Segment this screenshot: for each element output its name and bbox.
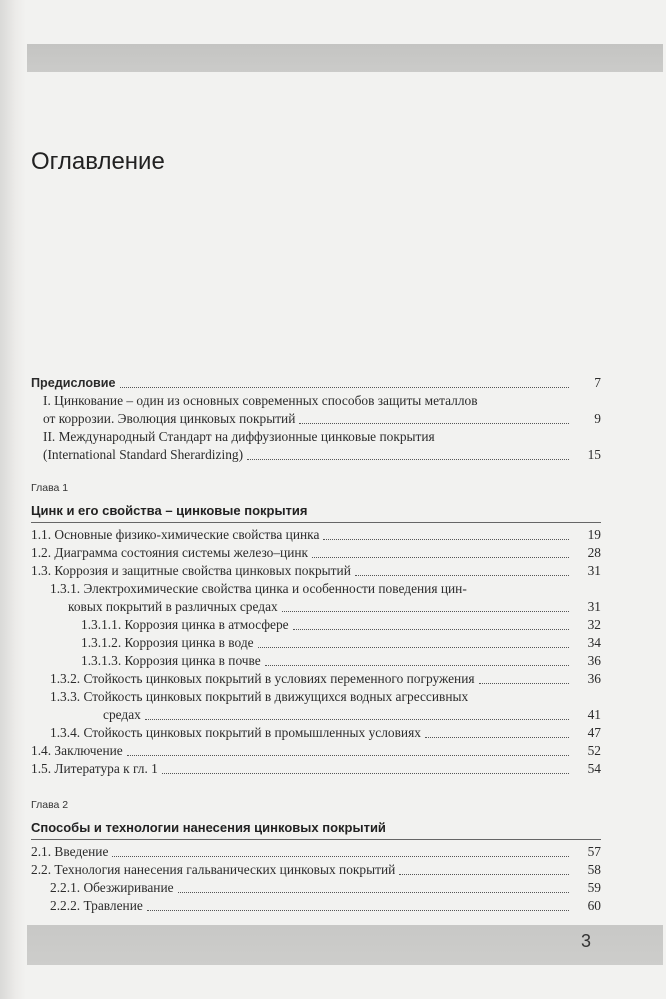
toc-page-number: 36 — [587, 653, 601, 668]
toc-entry[interactable] — [31, 580, 601, 616]
toc-entry[interactable] — [31, 544, 601, 562]
toc-entry-text-cont: средах — [103, 707, 141, 722]
toc-entry-text: Предисловие — [31, 376, 116, 390]
toc-page-number: 58 — [587, 862, 601, 877]
dot-leader — [120, 387, 569, 388]
chapter-2-label: Глава 2 — [31, 799, 69, 811]
page-edge-shadow — [0, 0, 26, 999]
toc-page-number: 15 — [587, 447, 601, 462]
toc-page-number: 19 — [587, 527, 601, 542]
toc-entry-text: II. Международный Стандарт на диффузионные цинковые покрытия — [43, 429, 435, 444]
table-of-contents — [31, 374, 601, 915]
toc-entry-text: 1.3. Коррозия и защитные свойства цинковых покрытий — [31, 563, 351, 578]
chapter-1-title: Цинк и его свойства – цинковые покрытия — [31, 503, 308, 518]
dot-leader — [147, 910, 569, 911]
dot-leader — [112, 856, 569, 857]
dot-leader — [162, 773, 569, 774]
toc-entry[interactable] — [31, 861, 601, 879]
dot-leader — [265, 665, 569, 666]
footer-band — [27, 925, 663, 965]
toc-page-number: 28 — [587, 545, 601, 560]
dot-leader — [247, 459, 569, 460]
toc-entry-text: 1.3.3. Стойкость цинковых покрытий в движущихся водных агрессивных — [50, 689, 469, 704]
dot-leader — [127, 755, 569, 756]
toc-entry-text: 1.4. Заключение — [31, 743, 123, 758]
toc-page-number: 32 — [587, 617, 601, 632]
toc-entry-text: 1.3.1.3. Коррозия цинка в почве — [81, 653, 261, 668]
toc-entry-text: 1.3.1.2. Коррозия цинка в воде — [81, 635, 254, 650]
toc-page-number: 34 — [587, 635, 601, 650]
toc-entry[interactable] — [31, 652, 601, 670]
dot-leader — [178, 892, 569, 893]
toc-entry-text: 1.2. Диаграмма состояния системы железо–цинк — [31, 545, 309, 560]
dot-leader — [258, 647, 569, 648]
toc-entry[interactable] — [31, 688, 601, 724]
dot-leader — [399, 874, 569, 875]
toc-entry[interactable] — [31, 670, 601, 688]
toc-entry-text: 2.2. Технология нанесения гальванических цинковых покрытий — [31, 862, 396, 877]
toc-entry-text-cont: (International Standard Sherardizing) — [43, 447, 244, 462]
toc-page-number: 31 — [587, 599, 601, 614]
toc-entry[interactable] — [31, 879, 601, 897]
toc-entry-zinc-coating[interactable] — [31, 392, 601, 428]
toc-entry-text: 2.2.1. Обезжиривание — [50, 880, 174, 895]
dot-leader — [293, 629, 569, 630]
toc-entry-text: I. Цинкование – один из основных современных способов защиты металлов — [43, 393, 478, 408]
chapter-1-label: Глава 1 — [31, 482, 69, 494]
toc-entry-text-cont: от коррозии. Эволюция цинковых покрытий — [43, 411, 296, 426]
toc-page-number: 57 — [587, 844, 601, 859]
dot-leader — [479, 683, 569, 684]
toc-entry[interactable] — [31, 616, 601, 634]
page-number: 3 — [580, 931, 591, 951]
toc-entry-text: 2.2.2. Травление — [50, 898, 143, 913]
toc-entry-text: 1.3.1. Электрохимические свойства цинка и особенности поведения цин- — [50, 581, 467, 596]
toc-entry[interactable] — [31, 562, 601, 580]
toc-entry-text: 1.3.2. Стойкость цинковых покрытий в условиях переменного погружения — [50, 671, 475, 686]
toc-page-number: 36 — [587, 671, 601, 686]
toc-entry-text: 1.3.1.1. Коррозия цинка в атмосфере — [81, 617, 289, 632]
toc-entry[interactable] — [31, 760, 601, 778]
dot-leader — [282, 611, 569, 612]
chapter-divider — [31, 522, 601, 523]
header-band — [27, 44, 663, 72]
dot-leader — [299, 423, 569, 424]
toc-entry[interactable] — [31, 843, 601, 861]
toc-page-number: 60 — [587, 898, 601, 913]
toc-entry[interactable] — [31, 724, 601, 742]
toc-page-number: 41 — [587, 707, 601, 722]
toc-entry-text: 2.1. Введение — [31, 844, 109, 859]
chapter-2-title: Способы и технологии нанесения цинковых покрытий — [31, 820, 386, 835]
toc-entry-text: 1.5. Литература к гл. 1 — [31, 761, 158, 776]
toc-entry-text-cont: ковых покрытий в различных средах — [68, 599, 278, 614]
toc-entry[interactable] — [31, 634, 601, 652]
toc-entry-standard[interactable] — [31, 428, 601, 464]
dot-leader — [355, 575, 569, 576]
toc-entry-text: 1.1. Основные физико-химические свойства цинка — [31, 527, 320, 542]
dot-leader — [425, 737, 569, 738]
toc-page-number: 9 — [594, 411, 601, 426]
toc-page-number: 52 — [587, 743, 601, 758]
toc-page-number: 59 — [587, 880, 601, 895]
dot-leader — [323, 539, 569, 540]
toc-entry-preface[interactable] — [31, 374, 601, 392]
page-title: Оглавление — [31, 148, 165, 175]
toc-entry-text: 1.3.4. Стойкость цинковых покрытий в промышленных условиях — [50, 725, 421, 740]
toc-page-number: 31 — [587, 563, 601, 578]
toc-entry[interactable] — [31, 526, 601, 544]
toc-entry[interactable] — [31, 742, 601, 760]
dot-leader — [145, 719, 569, 720]
toc-page-number: 47 — [587, 725, 601, 740]
toc-page-number: 54 — [587, 761, 601, 776]
toc-entry[interactable] — [31, 897, 601, 915]
dot-leader — [312, 557, 569, 558]
chapter-divider — [31, 839, 601, 840]
toc-page-number: 7 — [594, 375, 601, 390]
